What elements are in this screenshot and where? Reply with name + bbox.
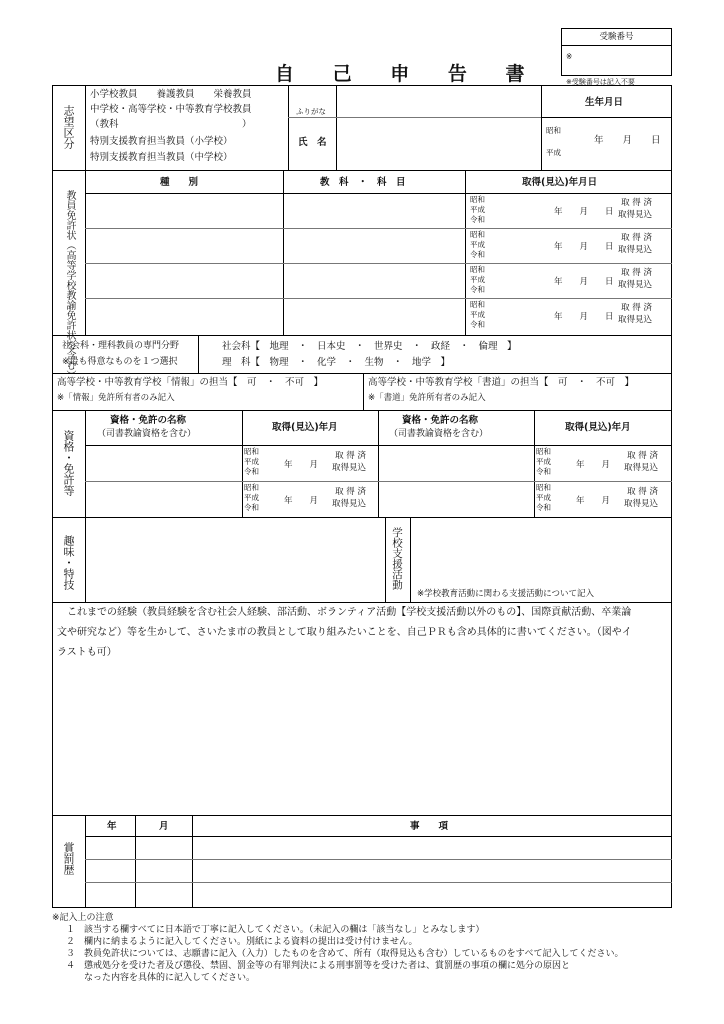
qual-era-option[interactable]: 令和 [536,467,551,476]
experience-prompt-1: これまでの経験（教員経験を含む社会人経験、部活動、ボランティア活動【学校支援活動以外のもの】、国際貢献活動、卒業論 [57,607,632,618]
qual-status-expected[interactable]: 取得見込 [332,463,367,473]
license-ymd: 年 月 日 [554,277,614,287]
license-subject-field-2[interactable] [286,230,462,261]
license-status-acquired[interactable]: 取 得 済 [621,303,653,313]
qual-era-list [244,483,259,513]
qual-status-expected[interactable]: 取得見込 [624,499,659,509]
award-month-field-3[interactable] [138,884,189,903]
shibou-option-2[interactable]: 中学校・高等学校・中等教育学校教員 [90,104,252,115]
license-status-expected[interactable]: 取得見込 [618,315,653,325]
note-2: ２ 欄内に納まるように記入してください。別紙による資料の提出は受け付けません。 [66,937,418,947]
shibou-option-subject[interactable]: （教科 ） [90,119,252,130]
license-date-1[interactable] [468,193,672,228]
qual-status-acquired[interactable]: 取 得 済 [627,487,659,497]
license-era-option[interactable]: 平成 [470,205,485,214]
furigana-label: ふりがな [296,107,326,116]
qual-era-option[interactable]: 平成 [536,457,551,466]
license-era-option[interactable]: 令和 [470,250,485,259]
qual-date-1-1[interactable] [242,445,378,481]
license-status-expected[interactable]: 取得見込 [618,210,653,220]
qual-status-expected[interactable]: 取得見込 [624,463,659,473]
qual-name-field-2-2[interactable] [381,483,528,515]
hobby-label: 趣味・特技 [62,535,75,590]
license-era-list [470,230,485,260]
shibou-option-1[interactable]: 小学校教員 養護教員 栄養教員 [90,89,252,100]
license-era-list [470,265,485,295]
license-subject-field-3[interactable] [286,265,462,296]
support-field[interactable] [413,520,669,584]
license-status-expected[interactable]: 取得見込 [618,245,653,255]
qual-status-acquired[interactable]: 取 得 済 [335,487,367,497]
award-year-field-2[interactable] [88,861,132,880]
license-era-option[interactable]: 平成 [470,240,485,249]
license-status [618,302,652,326]
qual-era-option[interactable]: 平成 [244,493,259,502]
license-date-3[interactable] [468,263,672,298]
experience-prompt-2: 文や研究など）等を生かして、さいたま市の教員として取り組みたいことを、自己ＰＲも含め具体的に書いてください。（図やイ [57,627,632,638]
qual-status-expected[interactable]: 取得見込 [332,499,367,509]
joho-charge[interactable]: 高等学校・中等教育学校「情報」の担当【 可 ・ 不可 】 [57,377,324,388]
license-era-option[interactable]: 平成 [470,275,485,284]
page-title: 自 己 申 告 書 [275,63,541,85]
license-col-type: 種 別 [160,177,199,188]
notes-title: ※記入上の注意 [52,913,114,923]
note-4: ４ 懲戒処分を受けた者及び懲役、禁固、罰金等の有罪判決による刑事罰等を受けた者は、賞罰歴の事項の欄に処分の原因と [66,961,571,971]
license-status-expected[interactable]: 取得見込 [618,280,653,290]
qual-name-field-1-2[interactable] [381,447,528,479]
support-label: 学校支援活動 [391,527,403,590]
notes-block [52,912,623,984]
qual-era-option[interactable]: 令和 [244,467,259,476]
specialty-note: ※最も得意なものを１つ選択 [62,357,178,367]
birth-era-showa: 昭和 [546,126,561,135]
qual-era-option[interactable]: 昭和 [536,483,551,492]
qual-col-name-sub-b: （司書教諭資格を含む） [389,429,489,439]
qual-col-name-sub-a: （司書教諭資格を含む） [97,429,197,439]
award-item-field-3[interactable] [195,884,669,903]
experience-prompt-3: ラストも可） [57,647,117,658]
license-status [618,267,652,291]
license-era-option[interactable]: 平成 [470,310,485,319]
experience-field[interactable] [55,662,669,812]
license-ymd: 年 月 日 [554,207,614,217]
exam-number-field[interactable] [575,48,670,74]
license-status-acquired[interactable]: 取 得 済 [621,233,653,243]
shodo-note: ※「書道」免許所有者のみ記入 [368,393,486,403]
hobby-field[interactable] [88,520,373,600]
qual-ym: 年 月 [284,460,319,470]
qual-col-name-a: 資格・免許の名称 [110,415,187,426]
license-era-option[interactable]: 令和 [470,320,485,329]
birth-label: 生年月日 [585,97,624,108]
name-field[interactable] [338,120,538,168]
birth-era-heisei: 平成 [546,148,561,157]
shibou-option-4[interactable]: 特別支援教育担当教員（小学校） [90,136,233,147]
qual-era-list [244,447,259,477]
license-type-field-4[interactable] [88,300,280,331]
license-era-list [470,300,485,330]
exam-number-note: ※受験番号は記入不要 [566,78,635,86]
qual-status [332,450,366,474]
qualifications-section-label: 資格・免許等 [62,430,75,496]
license-era-option[interactable]: 昭和 [470,195,485,204]
specialty-science[interactable]: 理 科【 物理 ・ 化学 ・ 生物 ・ 地学 】 [222,357,451,368]
license-era-option[interactable]: 昭和 [470,230,485,239]
award-year-field-1[interactable] [88,838,132,857]
award-item-field-1[interactable] [195,838,669,857]
qual-ym: 年 月 [576,460,611,470]
qual-ym: 年 月 [284,496,319,506]
qual-date-2-2[interactable] [534,481,670,517]
license-type-field-3[interactable] [88,265,280,296]
note-1: １ 該当する欄すべてに日本語で丁寧に記入してください。（未記入の欄は「該当なし」とみなします） [66,925,485,935]
name-label: 氏 名 [298,137,327,148]
qual-era-option[interactable]: 令和 [536,503,551,512]
qual-status [332,486,366,510]
note-4-cont: なった内容を具体的に記入してください。 [66,973,256,983]
specialty-social[interactable]: 社会科【 地理 ・ 日本史 ・ 世界史 ・ 政経 ・ 倫理 】 [222,341,517,352]
specialty-label: 社会科・理科教員の専門分野 [62,341,180,351]
qual-status-acquired[interactable]: 取 得 済 [627,451,659,461]
license-subject-field-4[interactable] [286,300,462,331]
qual-status-acquired[interactable]: 取 得 済 [335,451,367,461]
license-ymd: 年 月 日 [554,312,614,322]
qual-col-date-a: 取得(見込)年月 [272,422,338,433]
exam-number-label: 受験番号 [599,32,634,42]
note-3: ３ 教員免許状については、志願書に記入（入力）したものを含めて、所有（取得見込も含む）しているものをすべて記入してください。 [66,949,624,959]
qual-era-option[interactable]: 昭和 [244,483,259,492]
awards-col-year: 年 [107,821,117,832]
shibou-section-label: 志望区分 [62,105,75,149]
qual-date-2-1[interactable] [242,481,378,517]
shodo-charge[interactable]: 高等学校・中等教育学校「書道」の担当【 可 ・ 不可 】 [368,377,635,388]
award-item-field-2[interactable] [195,861,669,880]
qual-status [624,450,658,474]
award-month-field-2[interactable] [138,861,189,880]
license-type-field-2[interactable] [88,230,280,261]
qual-col-name-b: 資格・免許の名称 [402,415,479,426]
qual-era-option[interactable]: 平成 [536,493,551,502]
award-month-field-1[interactable] [138,838,189,857]
license-subject-field-1[interactable] [286,195,462,226]
license-col-date: 取得(見込)年月日 [522,177,598,188]
license-col-subject: 教 科 ・ 科 目 [320,177,406,188]
qual-era-list [536,483,551,513]
license-section-label: 教員免許状（高等学校教諭免許状を含む） [64,190,75,380]
license-era-option[interactable]: 令和 [470,285,485,294]
qual-name-field-2-1[interactable] [88,483,236,515]
qual-col-date-b: 取得(見込)年月 [565,422,631,433]
license-date-4[interactable] [468,298,672,333]
license-era-list [470,195,485,225]
license-ymd: 年 月 日 [554,242,614,252]
birth-ymd[interactable]: 年 月 日 [594,135,661,146]
qual-ym: 年 月 [576,496,611,506]
qual-status [624,486,658,510]
awards-col-month: 月 [159,821,169,832]
joho-note: ※「情報」免許所有者のみ記入 [57,393,175,403]
awards-label: 賞罰歴 [62,842,75,875]
license-status [618,232,652,256]
support-note: ※学校教育活動に関わる支援活動について記入 [417,589,594,599]
license-status [618,197,652,221]
qual-era-option[interactable]: 令和 [244,503,259,512]
exam-number-mark: ※ [566,52,573,61]
qual-era-option[interactable]: 平成 [244,457,259,466]
shibou-option-5[interactable]: 特別支援教育担当教員（中学校） [90,152,233,163]
license-type-field-1[interactable] [88,195,280,226]
license-date-2[interactable] [468,228,672,263]
qual-era-option[interactable]: 昭和 [244,447,259,456]
qual-era-option[interactable]: 昭和 [536,447,551,456]
award-year-field-3[interactable] [88,884,132,903]
license-status-acquired[interactable]: 取 得 済 [621,198,653,208]
license-era-option[interactable]: 昭和 [470,300,485,309]
furigana-field[interactable] [338,88,538,115]
license-era-option[interactable]: 令和 [470,215,485,224]
qual-date-1-2[interactable] [534,445,670,481]
awards-col-item: 事 項 [410,821,449,832]
license-status-acquired[interactable]: 取 得 済 [621,268,653,278]
qual-era-list [536,447,551,477]
qual-name-field-1-1[interactable] [88,447,236,479]
license-era-option[interactable]: 昭和 [470,265,485,274]
